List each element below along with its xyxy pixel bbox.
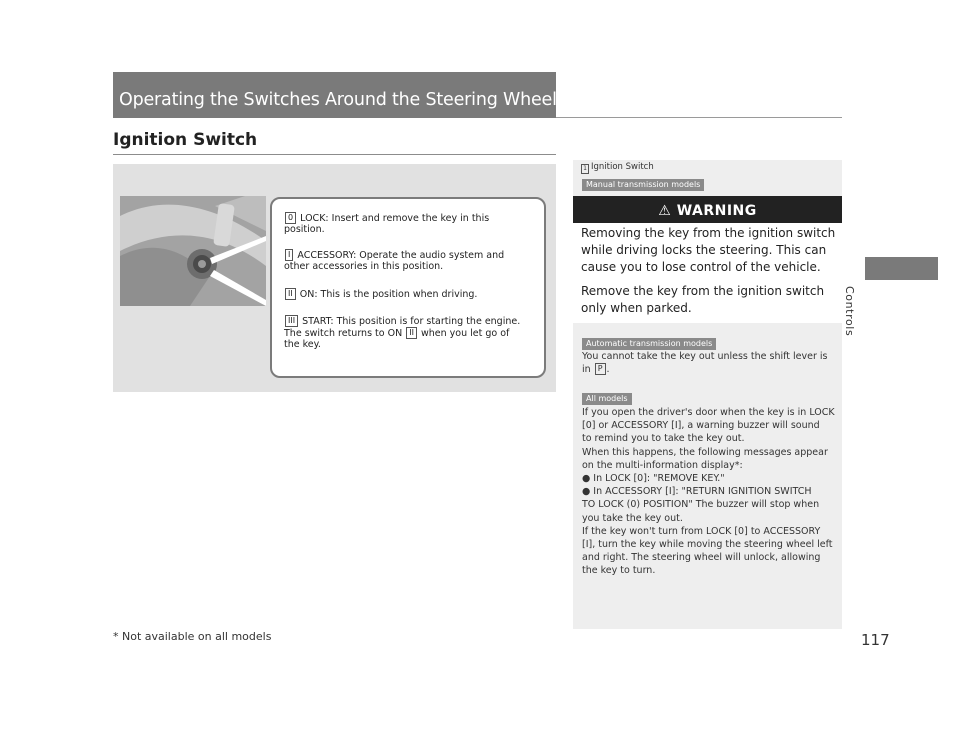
all-models-badge: All models — [582, 393, 632, 405]
note-line: to remind you to take the key out. — [582, 433, 745, 445]
manual-models-badge: Manual transmission models — [582, 179, 704, 191]
ignition-figure — [113, 164, 556, 392]
header-rule — [556, 117, 842, 118]
auto-text-line: You cannot take the key out unless the shift lever is — [582, 351, 828, 362]
position-key: 0 — [285, 212, 296, 224]
position-key: I — [285, 249, 293, 261]
reference-icon: 1 — [581, 164, 589, 174]
warning-text: Removing the key from the ignition switch while driving locks the steering. This can cause you to lose control of the vehicle. — [581, 226, 836, 274]
page-title: Operating the Switches Around the Steering Wheel — [119, 90, 557, 110]
note-line: TO LOCK (0) POSITION" The buzzer will stop when — [582, 499, 820, 511]
auto-text-post: . — [606, 364, 610, 376]
callout-text: The switch returns to ON — [284, 328, 403, 339]
note-line: [0] or ACCESSORY [I], a warning buzzer will sound — [582, 420, 820, 432]
ignition-callout — [270, 197, 546, 378]
side-tab-label: Controls — [843, 286, 856, 337]
callout-text: LOCK: Insert and remove the key in this — [300, 213, 490, 224]
callout-line — [284, 261, 443, 273]
note-line: If the key won't turn from LOCK [0] to ACCESSORY — [582, 525, 821, 537]
auto-text — [582, 350, 838, 376]
note-line: When this happens, the following messages appear — [582, 446, 828, 458]
warning-title: WARNING — [676, 203, 757, 219]
note-line: [I], turn the key while moving the steering wheel left — [582, 539, 833, 551]
all-models-text — [582, 406, 838, 578]
page-number: 117 — [861, 631, 890, 649]
callout-text: ON: This is the position when driving. — [299, 289, 478, 300]
side-notes — [573, 160, 842, 629]
note-line: ● In ACCESSORY [I]: "RETURN IGNITION SWITCH — [582, 486, 812, 498]
section-rule — [113, 154, 556, 155]
callout-text: the key. — [284, 339, 321, 350]
warning-text-2: Remove the key from the ignition switch only when parked. — [581, 284, 825, 315]
callout-line — [284, 224, 325, 236]
warning-icon: ⚠ — [658, 203, 672, 219]
note-line: ● In LOCK [0]: "REMOVE KEY." — [582, 473, 725, 485]
warning-box — [573, 196, 842, 323]
warning-header — [573, 199, 842, 223]
callout-line — [284, 339, 321, 351]
position-key: P — [595, 363, 606, 375]
callout-text: ACCESSORY: Operate the audio system and — [297, 250, 505, 261]
notes-title — [581, 162, 654, 174]
callout-text: when you let go of — [420, 328, 510, 339]
note-line: If you open the driver's door when the key is in LOCK — [582, 407, 835, 418]
position-key: II — [406, 327, 417, 339]
ignition-photo — [120, 196, 266, 306]
notes-title-text: Ignition Switch — [591, 162, 654, 172]
position-key: II — [285, 288, 296, 300]
note-line: the key to turn. — [582, 565, 656, 577]
note-line: and right. The steering wheel will unlock, allowing — [582, 552, 821, 564]
callout-text: other accessories in this position. — [284, 261, 444, 272]
position-key: III — [285, 315, 298, 327]
side-tab — [865, 257, 938, 280]
auto-text-line — [582, 363, 838, 376]
callout-text: START: This position is for starting the engine. — [302, 316, 521, 327]
footnote: * Not available on all models — [113, 630, 272, 643]
automatic-models-badge: Automatic transmission models — [582, 338, 716, 350]
auto-text-pre: in — [582, 364, 591, 376]
section-title: Ignition Switch — [113, 130, 258, 150]
note-line: you take the key out. — [582, 512, 683, 524]
note-line: on the multi-information display*: — [582, 459, 743, 471]
callout-line — [284, 288, 477, 301]
callout-text: position. — [284, 224, 325, 235]
